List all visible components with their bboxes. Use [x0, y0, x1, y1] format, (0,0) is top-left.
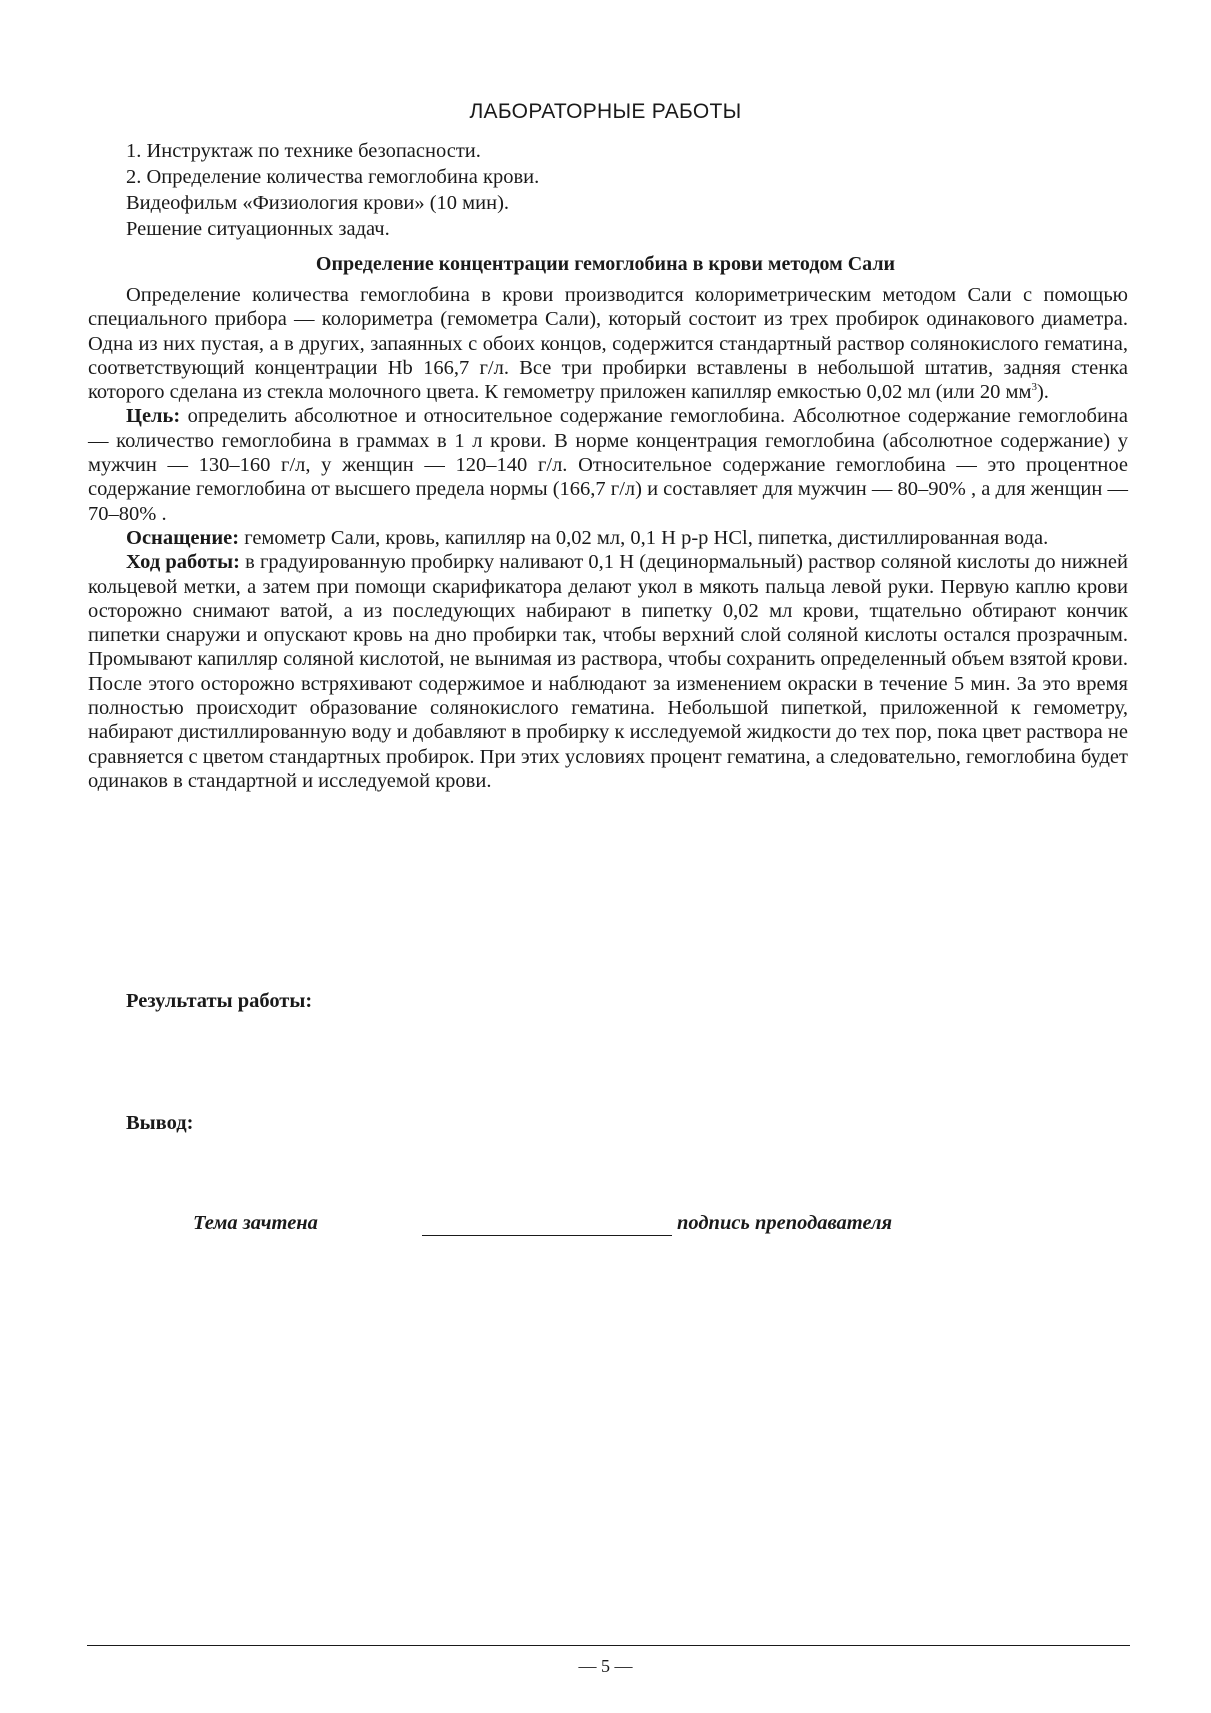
procedure-paragraph [88, 550, 1128, 793]
task-list-item: 1. Инструктаж по технике безопасности. [126, 140, 481, 162]
intro-text: Определение количества гемоглобина в крови производится колориметрическим методом Сали с помощью специального прибора — колориметра (гемометра Сали), который состоит из трех пробирок одинакового диаметра. Одна из них пустая, а в других, запаянных с обоих концов, содержится стандартный раствор солянокислого гематина, соответствующий концентрации Hb 166,7 г/л. Все три пробирки вставлены в небольшой штатив, задняя стенка которого сделана из стекла молочного цвета. К гемометру приложен капилляр емкостью 0,02 мл (или 20 мм [88, 284, 1128, 404]
signature-line [422, 1235, 672, 1236]
footer-divider [87, 1645, 1130, 1646]
goal-label: Цель: [126, 405, 181, 428]
intro-paragraph [88, 283, 1128, 404]
task-list-item: 2. Определение количества гемоглобина крови. [126, 166, 540, 188]
intro-tail: ). [1036, 381, 1049, 404]
section-title: Определение концентрации гемоглобина в крови методом Сали [315, 253, 896, 275]
procedure-text: в градуированную пробирку наливают 0,1 Н (децинормальный) раствор соляной кислоты до нижней кольцевой метки, а затем при помощи скарификатора делают укол в мякоть пальца левой руки. Первую каплю крови осторожно снимают ватой, а из последующих набирают в пипетку 0,02 мл крови, тщательно обтирают кончик пипетки снаружи и опускают кровь на дно пробирки так, чтобы верхний слой соляной кислоты остался прозрачным. Промывают капилляр соляной кислотой, не вынимая из раствора, чтобы сохранить определенный объем взятой крови. После этого осторожно встряхивают содержимое и наблюдают за изменением окраски в течение 5 мин. За это время полностью происходит образование солянокислого гематина. Небольшой пипеткой, приложенной к гемометру, набирают дистиллированную воду и добавляют в пробирку к исследуемой жидкости до тех пор, пока цвет раствора не сравняется с цветом стандартных пробирок. При этих условиях процент гематина, а следовательно, гемоглобина будет одинаков в стандартной и исследуемой крови. [88, 551, 1128, 792]
goal-paragraph [88, 404, 1128, 525]
equipment-label: Оснащение: [126, 526, 240, 549]
task-list [126, 138, 539, 242]
goal-text: определить абсолютное и относительное содержание гемоглобина. Абсолютное содержание гемоглобина — количество гемоглобина в граммах в 1 л крови. В норме концентрация гемоглобина (абсолютное содержание) у мужчин — 130–160 г/л, у женщин — 120–140 г/л. Относительное содержание гемоглобина — это процентное содержание гемоглобина от высшего предела нормы (166,7 г/л) и составляет для мужчин — 80–90% , а для женщин — 70–80% . [88, 405, 1128, 525]
signature-caption: подпись преподавателя [677, 1212, 893, 1234]
results-label: Результаты работы: [126, 990, 313, 1012]
page-number: — 5 — [578, 1656, 633, 1676]
task-list-item: Решение ситуационных задач. [126, 218, 390, 240]
task-list-item: Видеофильм «Физиология крови» (10 мин). [126, 192, 510, 214]
signature-row [0, 1212, 1211, 1242]
section-body [88, 283, 1128, 793]
cubic-superscript: 3 [1031, 381, 1037, 394]
page-header-title: ЛАБОРАТОРНЫЕ РАБОТЫ [469, 100, 742, 123]
conclusion-label: Вывод: [126, 1112, 194, 1134]
procedure-label: Ход работы: [126, 551, 240, 574]
topic-accepted-text: Тема зачтена [193, 1212, 318, 1234]
equipment-text: гемометр Сали, кровь, капилляр на 0,02 мл, 0,1 Н р-р HCl, пипетка, дистиллированная вода. [239, 526, 1049, 549]
equipment-paragraph [88, 526, 1128, 550]
